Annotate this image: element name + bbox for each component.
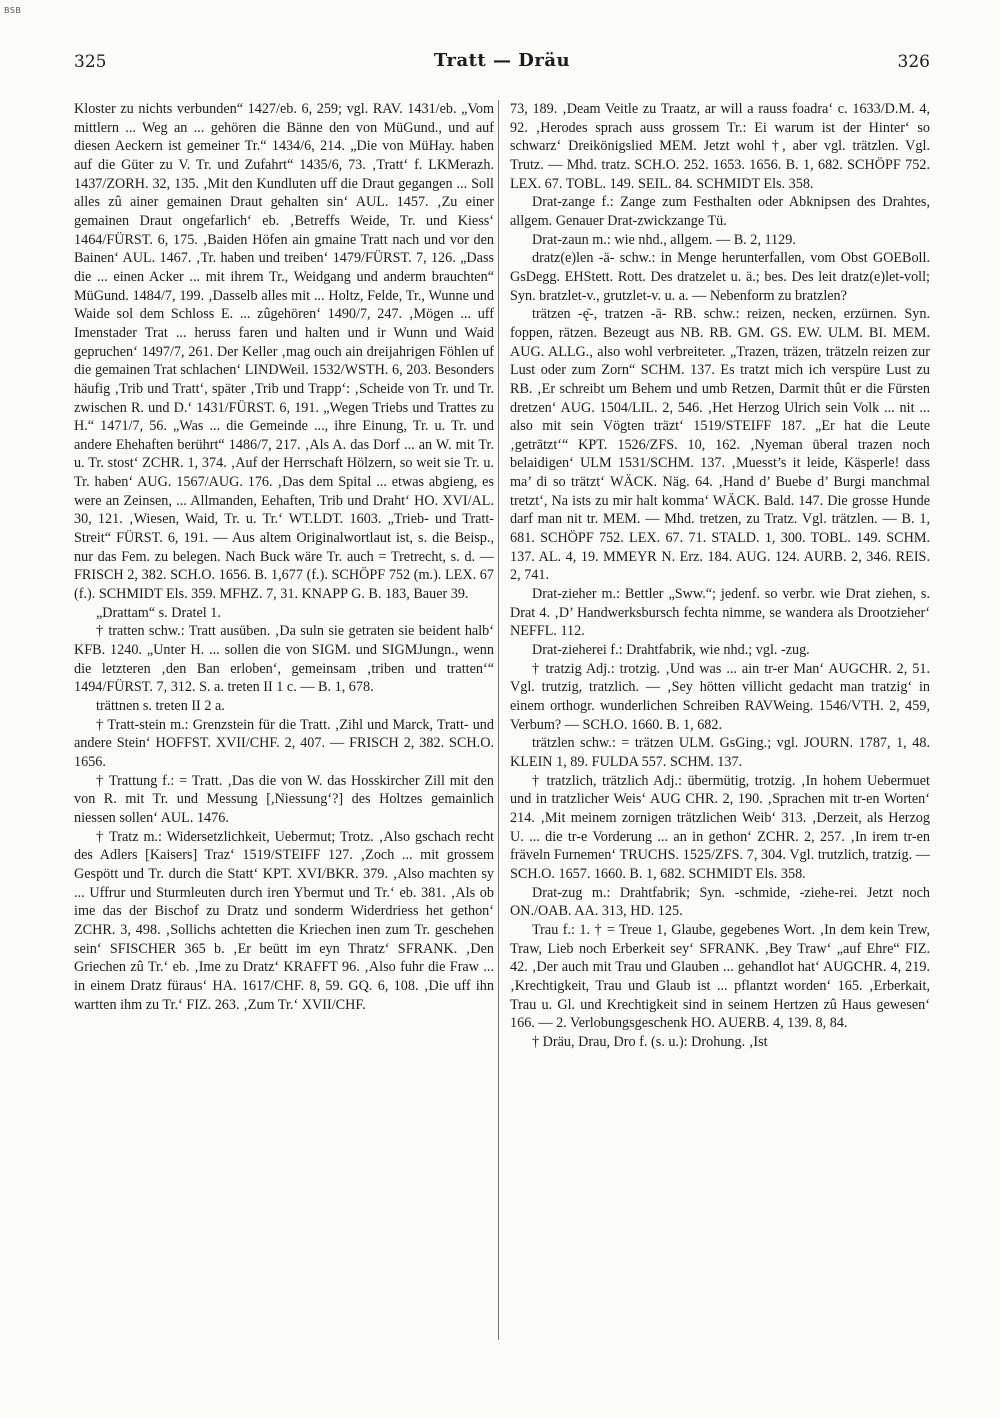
- dictionary-entry: Drat-zieher m.: Bettler „Sww.“; jedenf. so verbr. wie Drat ziehen, s. Drat 4. ‚D’ Handwerksbursch fechta nimme, se wandera als Drootzieher‘ NEFFL. 112.: [510, 586, 930, 640]
- dictionary-entry: Drat-zaun m.: wie nhd., allgem. — B. 2, 1129.: [532, 231, 796, 248]
- dictionary-entry: † tratzlich, trätzlich Adj.: übermütig, trotzig. ‚In hohem Uebermuet und in tratzlicher Weis‘ AUG CHR. 2, 190. ‚Sprachen mit tr-en Worten‘ 214. ‚Mit meinem zornigen trätzlichen Weib‘ 313. ‚Derzeit, als Herzog U. ... die tr-e Vorderung ... an in gethon‘ ZCHR. 2, 257. ‚In irem tr-en fräveln Furnemen‘ TRUCHS. 1525/ZFS. 7, 304. Vgl. trutzlich, tratzig. — SCH.O. 1657. 1660. B. 1, 682. SCHMIDT Els. 358.: [510, 772, 930, 882]
- dictionary-entry: dratz(e)len -ä- schw.: in Menge herunterfallen, vom Obst GOEBoll. GsDegg. EHStett. Rott. Des dratzelet u. ä.; bes. Des leit dratz(e)let-voll; Syn. bratzlet-v., grutzlet-v. u. a. — Nebenform zu bratzlen?: [510, 250, 930, 304]
- page-number-right: 326: [897, 52, 930, 72]
- dictionary-entry: † Dräu, Drau, Dro f. (s. u.): Drohung. ‚Ist: [532, 1033, 768, 1050]
- dictionary-entry: † Tratt-stein m.: Grenzstein für die Tratt. ‚Zihl und Marck, Tratt- und andere Stein‘ HOFFST. XVII/CHF. 2, 407. — FRISCH 2, 382. SCH.O. 1656.: [74, 716, 494, 770]
- entry-continuation: Kloster zu nichts verbunden“ 1427/eb. 6, 259; vgl. RAV. 1431/eb. „Vom mittlern ... Weg an ... gehören die Bänne den von MüGund., und auf diesen Aeckern ist gemeiner Tr.“ 1434/6, 214. „Die von MüHay. haben auf die Güter zu V. Tr. und Zufahrt“ 1435/6, 73. ‚Tratt‘ f. LKMerazh. 1437/ZORH. 32, 135. ‚Mit den Kundluten uff die Draut gegangen ... Soll alles zû ainer gemainen Draut gehalten sin‘ AUL. 1457. ‚Zu einer gemainen Draut ongefarlich‘ eb. ‚Betreffs Weide, Tr. und Kiess‘ 1464/FÜRST. 6, 175. ‚Baiden Höfen ain gmaine Tratt nach und vor den Bainen‘ AUL. 1467. ‚Tr. haben und treiben‘ 1479/FÜRST. 7, 126. „Dass die ... einen Acker ... mit ihrem Tr., Weidgang und anderm brauchten“ MüGund. 1484/7, 199. ‚Dasselb alles mit ... Holtz, Felde, Tr., Wunne und Waide sol dem Schloss E. ... zûgehören‘ 1490/7, 247. ‚Mögen ... uff Imenstader Trat ... heruss faren und halten und ir Wunn und Waid gepruchen‘ 1497/7, 261. Der Keller ‚mag ouch ain dreijahrigen Föhlen uf die gemainen Trat schlachen‘ LINDWeil. 1532/WSTH. 6, 203. Besonders häufig ‚Trib und Tratt‘, später ‚Trib und Trapp‘: ‚Scheide von Tr. und Tr. zwischen R. und D.‘ 1431/FÜRST. 6, 191. „Wegen Triebs und Trattes zu H.“ 1471/7, 56. „Was ... die Gemeinde ..., ihre Einung, Tr. u. Tr. und andere Ehehaften berührt“ 1486/7, 217. ‚Als A. das Dorf ... an W. mit Tr. u. Tr. stost‘ ZCHR. 1, 374. ‚Auf der Herrschaft Hölzern, so weit sie Tr. u. Tr. haben‘ AUG. 1567/AUG. 176. ‚Das dem Spital ... etwas abgieng, es were an Zeinsen, ... Allmanden, Eehaften, Trib und Draht‘ HO. XVI/AL. 30, 121. ‚Wiesen, Waid, Tr. u. Tr.‘ WT.LDT. 1603. „Trieb- und Tratt-Streit“ FÜRST. 6, 191. — Aus altem Originalwortlaut ist, s. die Beisp., nur das Fem. zu belegen. Nach Buck wäre Tr. auch = Tretrecht, s. d. — FRISCH 2, 382. SCH.O. 1656. B. 1,677 (f.). SCHÖPF 752 (m.). LEX. 67 (f.). SCHMIDT Els. 359. MFHZ. 7, 31. KNAPP G. B. 183, Bauer 39.: [74, 101, 494, 603]
- running-title: Tratt — Dräu: [433, 50, 571, 71]
- dictionary-entry: † Trattung f.: = Tratt. ‚Das die von W. das Hosskircher Zill mit den von R. mit Tr. und Messung [,Niessung‘?] des Holtzes gemainlich niessen sollen‘ AUL. 1476.: [74, 772, 494, 826]
- dictionary-entry: † Tratz m.: Widersetzlichkeit, Uebermut; Trotz. ‚Also gschach recht des Adlers [Kaisers] Traz‘ 1519/STEIFF 127. ‚Zoch ... mit grossem Gespött und Tr. durch die Statt‘ KPT. XVI/BKR. 379. ‚Also machten sy ... Uffrur und Sturmleuten durch iren Ybermut und Tr.‘ eb. 381. ‚Als ob ime das der Bischof zu Dratz und sonderm Widerdriess het gethon‘ ZCHR. 3, 498. ‚Sollichs achtetten die Kriechen inen zum Tr. geschehen sein‘ SFISCHER 365 b. ‚Er beütt im eyn Thratz‘ SFRANK. ‚Den Griechen zû Tr.‘ eb. ‚Ime zu Dratz‘ KRAFFT 96. ‚Also fuhr die Fraw ... in einem Dratz füraus‘ HA. 1617/CHF. 8, 59. GQ. 6, 108. ‚Die uff ihn wartten ihm zu Tr.‘ FIZ. 263. ‚Zum Tr.‘ XVII/CHF.: [74, 828, 494, 1013]
- dictionary-entry: Trau f.: 1. † = Treue 1, Glaube, gegebenes Wort. ‚In dem kein Trew, Traw, Lieb noch Erberkeit sey‘ SFRANK. ‚Bey Traw‘ „auf Ehre“ FIZ. 42. ‚Der auch mit Trau und Glauben ... gehandlot hat‘ AUGCHR. 4, 219. ‚Krechtigkeit, Trau und Glaub ist ... pflantzt worden‘ 165. ‚Erberkait, Trau u. Gl. und Krechtigkeit sind in seinem Hertzen zû Haus gewesen‘ 166. — 2. Verlobungsgeschenk HO. AUERB. 4, 139. 8, 84.: [510, 921, 930, 1032]
- dictionary-entry: † tratzig Adj.: trotzig. ‚Und was ... ain tr-er Man‘ AUGCHR. 2, 51. Vgl. trutzig, tratzlich. — ‚Sey hötten villicht gedacht man tratzig‘ in einem orthogr. wunderlichen Schreiben RAVWeing. 1546/VTH. 2, 459, Verbum? — SCH.O. 1660. B. 1, 682.: [510, 660, 930, 733]
- library-stamp: BSB: [4, 6, 22, 15]
- entry-continuation: 73, 189. ‚Deam Veitle zu Traatz, ar will a rauss foadra‘ c. 1633/D.M. 4, 92. ‚Herodes sprach auss grossem Tr.: Ei warum ist der Hinter‘ so schwarz‘ Dreikönigslied MEM. Jetzt wohl †, aber vgl. trätzlen. Vgl. Trutz. — Mhd. tratz. SCH.O. 252. 1653. 1656. B. 1, 682. SCHÖPF 752. LEX. 67. TOBL. 149. SEIL. 84. SCHMIDT Els. 358.: [510, 101, 930, 192]
- dictionary-entry: Drat-zange f.: Zange zum Festhalten oder Abknipsen des Drahtes, allgem. Genauer Drat-zwickzange Tü.: [510, 194, 930, 229]
- dictionary-entry: „Drattam“ s. Dratel 1.: [96, 604, 221, 621]
- dictionary-entry: Drat-zieherei f.: Drahtfabrik, wie nhd.; vgl. -zug.: [532, 642, 810, 659]
- left-column: [74, 100, 494, 1400]
- right-column: [510, 100, 930, 1400]
- page-number-left: 325: [74, 52, 107, 72]
- dictionary-entry: trätzen -ę̄-, tratzen -ā- RB. schw.: reizen, necken, erzürnen. Syn. foppen, rätzen. Bezeugt aus NB. RB. GM. GS. EW. ULM. BI. MEM. AUG. ALLG., also wohl verbreiteter. „Trazen, träzen, trätzeln reizen zur Lust oder zum Zorn“ SCHM. 137. Es tratzt mich ich verspüre Lust zu RB. ‚Er schreibt um Behem und umb Retzen, Darmit thût er die Fürsten dretzen‘ AUG. 1504/LIL. 2, 546. ‚Het Herzog Ulrich sein Volk ... nit ... also mit sein Vögten träzt‘ 1519/STEIFF 187. „Er hat die Leute ‚getrātzt‘“ KPT. 1526/ZFS. 10, 162. ‚Nyeman überal trazen noch belaidigen‘ ULM 1531/SCHM. 137. ‚Muesst’s it leide, Käsperle! dass ma’ di so trätzt‘ WÄCK. Näg. 64. ‚Hand d’ Buebe d’ Burgi manchmal tretzt‘, Na ists zu mir halt komma‘ WÄCK. Bald. 147. Die grosse Hunde darf man nit tr. MEM. — Mhd. tretzen, zu Tratz. Vgl. trätzlen. — B. 1, 681. SCHÖPF 752. LEX. 67. 71. STALD. 1, 300. TOBL. 149. SCHM. 137. AL. 4, 19. MMEYR N. Erz. 184. AUG. 124. AURB. 2, 346. REIS. 2, 741.: [510, 306, 930, 584]
- dictionary-entry: † tratten schw.: Tratt ausüben. ‚Da suln sie getraten sie beident halb‘ KFB. 1240. „Unter H. ... sollen die von SIGM. und SIGMJungn., wenn die letzteren ‚den Ban erloben‘, gemeinsam ‚triben und tratten‘“ 1494/FÜRST. 7, 312. S. a. treten II 1 c. — B. 1, 678.: [74, 623, 494, 696]
- dictionary-entry: Drat-zug m.: Drahtfabrik; Syn. -schmide, -ziehe-rei. Jetzt noch ON./OAB. AA. 313, HD. 125.: [510, 884, 930, 920]
- dictionary-entry: trättnen s. treten II 2 a.: [96, 698, 225, 714]
- column-divider: [498, 100, 499, 1340]
- page-header: [74, 50, 930, 80]
- dictionary-entry: trätzlen schw.: = trätzen ULM. GsGing.; vgl. JOURN. 1787, 1, 48. KLEIN 1, 89. FULDA 557. SCHM. 137.: [510, 735, 930, 770]
